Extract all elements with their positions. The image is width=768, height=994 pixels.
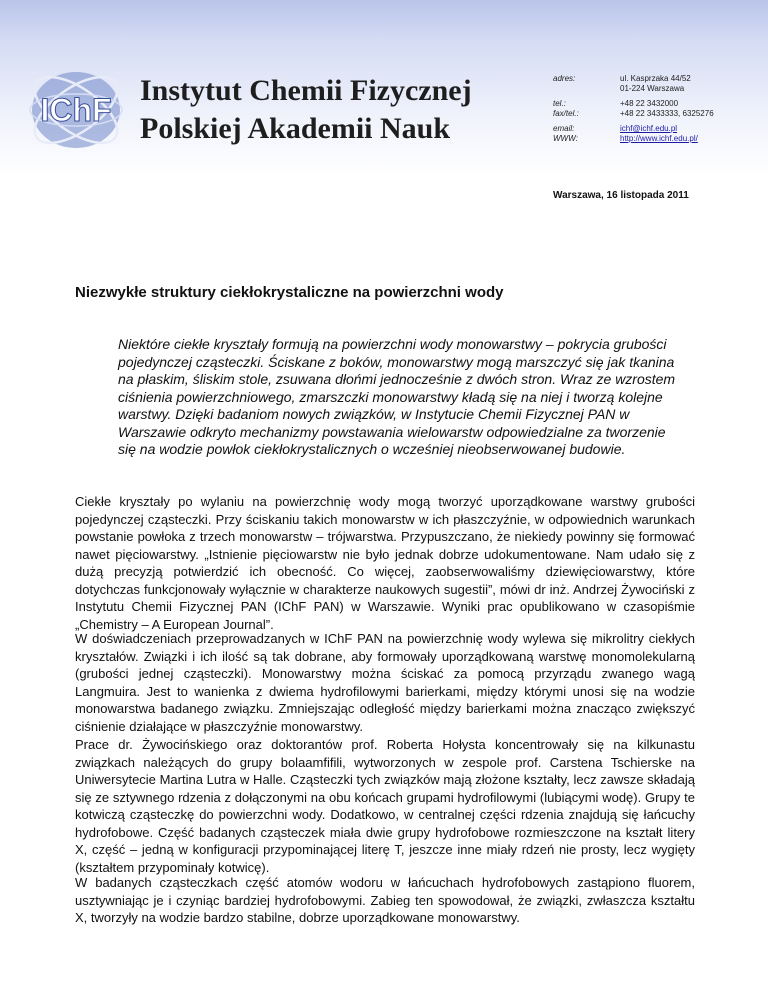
document-date: Warszawa, 16 listopada 2011 bbox=[553, 190, 689, 201]
org-line-2: Polskiej Akademii Nauk bbox=[140, 112, 451, 145]
email-label: email: bbox=[553, 124, 575, 133]
tel-value: +48 22 3432000 bbox=[620, 99, 679, 108]
organization-name bbox=[140, 72, 472, 148]
org-line-1: Instytut Chemii Fizycznej bbox=[140, 74, 472, 107]
address-line-1: ul. Kasprzaka 44/52 bbox=[620, 74, 691, 83]
address-label: adres: bbox=[553, 74, 576, 83]
fax-label: fax/tel.: bbox=[553, 109, 579, 118]
www-label: WWW: bbox=[553, 134, 578, 143]
article-title: Niezwykłe struktury ciekłokrystaliczne na powierzchni wody bbox=[75, 284, 504, 301]
logo-text: IChF bbox=[40, 92, 112, 128]
article-paragraph-2: W doświadczeniach przeprowadzanych w IChF PAN na powierzchnię wody wylewa się mikrolitry ciekłych kryształów. Związki i ich ilość są tak dobrane, aby formowały uporządkowaną warstwę monomolekularną (grubości jednej cząsteczki). Monowarstwy można ściskać za pomocą przyrządu zwanego wagą Langmuira. Jest to wanienka z dwiema hydrofilowymi barierkami, między którymi unosi się na wodzie monowarstwa badanego związku. Zmniejszając odległość między barierkami można znacząco zwiększyć ciśnienie działające w płaszczyźnie monowarstwy. bbox=[75, 631, 695, 734]
article-paragraph-4: W badanych cząsteczkach część atomów wodoru w łańcuchach hydrofobowych zastąpiono fluorem, usztywniając je i czyniąc bardziej hydrofobowymi. Zabieg ten spowodował, że związki, zwłaszcza kształtu X, tworzyły na wodzie bardzo stabilne, dobrze uporządkowane monowarstwy. bbox=[75, 875, 695, 925]
tel-label: tel.: bbox=[553, 99, 566, 108]
article-paragraph-3: Prace dr. Żywocińskiego oraz doktorantów prof. Roberta Hołysta koncentrowały się na kilkunastu związkach należących do grupy bolaamfifili, wytworzonych w zespole prof. Carstena Tschierske na Uniwersytecie Martina Lutra w Halle. Cząsteczki tych związków mają złożone kształty, lecz zawsze składają się ze sztywnego rdzenia z dołączonymi na obu końcach grupami hydrofilowymi (lubiącymi wodę). Grupy te kotwiczą cząsteczkę do powierzchni wody. Dodatkowo, w centralnej części rdzenia znajdują się łańcuchy hydrofobowe. Część badanych cząsteczek miała dwie grupy hydrofobowe rozmieszczone na kształt litery X, część – jedną w konfiguracji przypominającej literę T, jeszcze inne miały rdzeń nie prosty, lecz wygięty (kształtem przypominały kotwicę). bbox=[75, 737, 695, 875]
email-link[interactable]: ichf@ichf.edu.pl bbox=[620, 124, 678, 133]
contact-block bbox=[553, 74, 714, 144]
article-paragraph-1: Ciekłe kryształy po wylaniu na powierzchnię wody mogą tworzyć uporządkowane warstwy grubości pojedynczej cząsteczki. Przy ściskaniu takich monowarstw w ich płaszczyźnie, w odpowiednich warunkach powstanie powłoka z trzech monowarstw – trójwarstwa. Przypuszczano, że niekiedy powinny się formować nawet pięciowarstwy. „Istnienie pięciowarstw nie było jednak dobrze udokumentowane. Nam udało się z dużą precyzją potwierdzić ich obecność. Co więcej, zaobserwowaliśmy dziewięciowarstwy, które dotychczas funkcjonowały wyłącznie w charakterze naukowych sugestii”, mówi dr inż. Andrzej Żywociński z Instytutu Chemii Fizycznej PAN (IChF PAN) w Warszawie. Wyniki prac opublikowano w czasopiśmie „Chemistry – A European Journal”. bbox=[75, 494, 695, 632]
website-link[interactable]: http://www.ichf.edu.pl/ bbox=[620, 134, 698, 143]
article-lead: Niektóre ciekłe kryształy formują na powierzchni wody monowarstwy – pokrycia grubości pojedynczej cząsteczki. Ściskane z boków, monowarstwy mogą marszczyć się jak tkanina na płaskim, śliskim stole, zsuwana dłońmi jednocześnie z dwóch stron. Wraz ze wzrostem ciśnienia powierzchniowego, zmarszczki monowarstwy kładą się na niej i tworzą kolejne warstwy. Dzięki badaniom nowych związków, w Instytucie Chemii Fizycznej PAN w Warszawie odkryto mechanizmy powstawania wielowarstw odpowiedzialne za tworzenie się na wodzie powłok ciekłokrystalicznych o wcześniej nieobserwowanej budowie. bbox=[118, 336, 676, 457]
address-line-2: 01-224 Warszawa bbox=[620, 84, 685, 93]
fax-value: +48 22 3433333, 6325276 bbox=[620, 109, 714, 118]
ichf-logo bbox=[22, 60, 130, 160]
